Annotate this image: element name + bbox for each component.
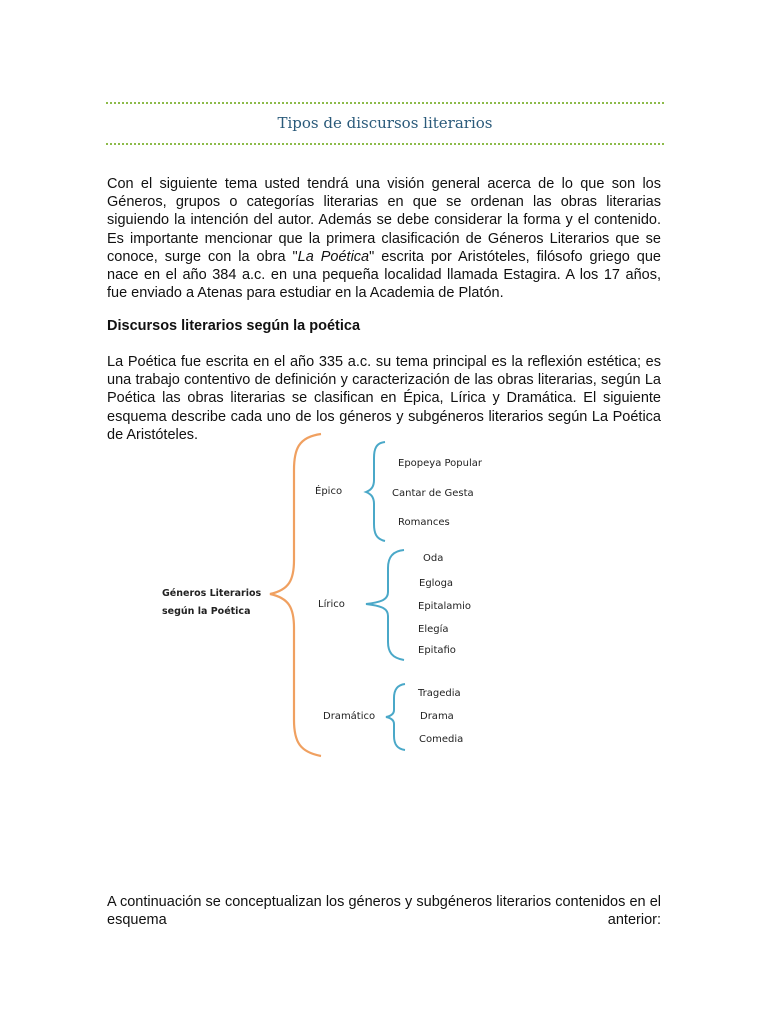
closing-paragraph: A continuación se conceptualizan los géneros y subgéneros literarios contenidos en el esquema anterior:: [107, 894, 661, 929]
subgenre-tragedia: Tragedia: [418, 688, 461, 699]
poetica-paragraph: La Poética fue escrita en el año 335 a.c. su tema principal es la reflexión estética; es una trabajo contentivo de definición y caracterización de las obras literarias, según La Poética las obras literarias se clasifican en Épica, Lírica y Dramática. El siguiente esquema describe cada uno de los géneros y subgéneros literarios según La Poética de Aristóteles.: [107, 354, 661, 443]
subgenre-comedia: Comedia: [419, 734, 464, 745]
genre-epico: Épico: [315, 486, 343, 497]
subgenre-epitalamio: Epitalamio: [418, 601, 472, 612]
root-label-line1: Géneros Literarios: [162, 588, 262, 599]
main-brace: [270, 434, 321, 756]
subgenre-romances: Romances: [398, 517, 450, 528]
subgenre-oda: Oda: [423, 553, 444, 564]
italic-work-title: La Poética: [297, 248, 370, 265]
epico-brace: [366, 442, 385, 541]
intro-text-start: Con el siguiente tema usted tendrá una visión general acerca de lo que son los Géneros, grupos o categorías literarias en que se ordenan las obras literarias siguiendo la intención del autor. Además se debe considerar la forma y el contenido. Es importante mencionar que la primera clasificación de Géneros Literarios que se conoce, surge con la obra ": [107, 176, 661, 265]
root-label-line2: según la Poética: [162, 606, 251, 617]
subgenre-epitafio: Epitafio: [418, 645, 456, 656]
genre-lirico: Lírico: [318, 599, 345, 610]
dramatico-brace: [386, 684, 405, 750]
genre-dramatico: Dramático: [323, 711, 376, 722]
document-title: Tipos de discursos literarios: [277, 114, 493, 132]
lirico-brace: [366, 550, 404, 660]
intro-text-end: " escrita por Aristóteles, filósofo griego que nace en el año 384 a.c. en una pequeña localidad llamada Estagira. A los 17 años, fue enviado a Atenas para estudiar en la Academia de Platón.: [107, 248, 661, 302]
subgenre-epopeya-popular: Epopeya Popular: [398, 458, 483, 469]
section-heading: Discursos literarios según la poética: [107, 318, 361, 334]
subgenre-drama: Drama: [420, 711, 454, 722]
subgenre-elegia: Elegía: [418, 624, 449, 635]
subgenre-egloga: Egloga: [419, 578, 454, 589]
subgenre-cantar-de-gesta: Cantar de Gesta: [392, 488, 474, 499]
